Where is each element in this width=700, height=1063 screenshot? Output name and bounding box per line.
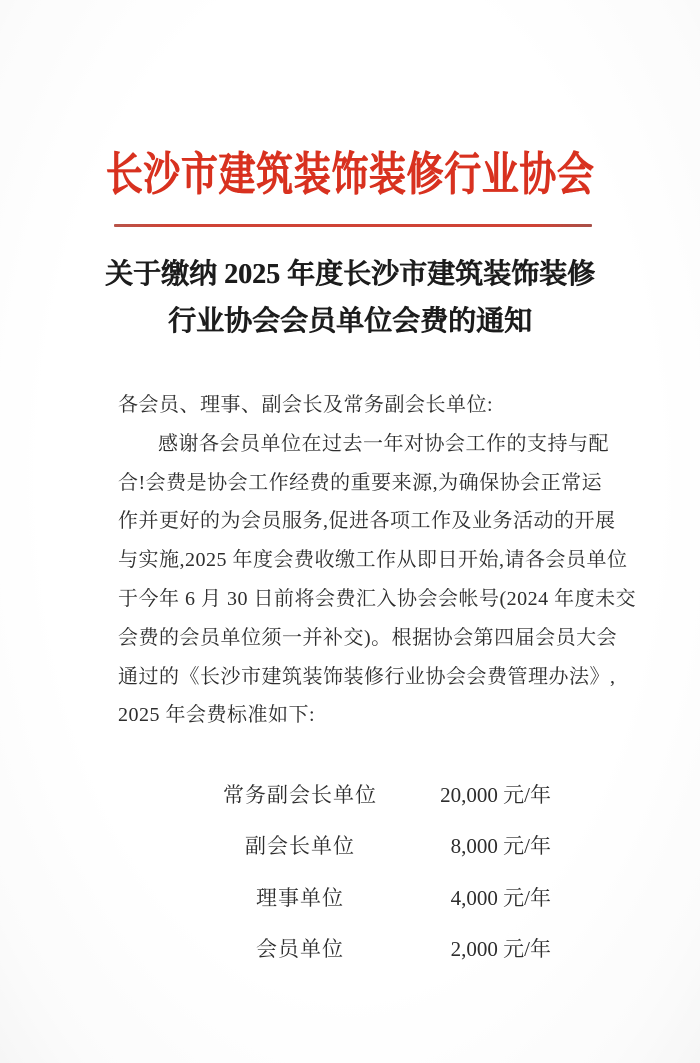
fee-row-label: 常务副会长单位	[223, 782, 377, 807]
notice-body	[118, 386, 637, 735]
fee-schedule	[118, 768, 592, 974]
body-line: 与实施,2025 年度会费收缴工作从即日开始,请各会员单位	[118, 549, 628, 572]
fee-row-amount: 8,000 元/年	[450, 834, 551, 859]
fee-row	[118, 923, 592, 975]
notice-title-line-1: 关于缴纳 2025 年度长沙市建筑装饰装修	[104, 259, 595, 290]
body-line: 合!会费是协会工作经费的重要来源,为确保协会正常运	[118, 471, 603, 494]
salutation-line: 各会员、理事、副会长及常务副会长单位:	[118, 394, 494, 416]
body-line: 作并更好的为会员服务,促进各项工作及业务活动的开展	[118, 510, 616, 533]
body-line: 通过的《长沙市建筑装饰装修行业协会会费管理办法》,	[118, 665, 616, 688]
fee-row-amount: 4,000 元/年	[450, 885, 551, 910]
body-line: 2025 年会费标准如下:	[118, 704, 316, 727]
notice-title	[40, 251, 660, 345]
fee-row-amount: 2,000 元/年	[450, 937, 551, 962]
fee-row	[118, 871, 592, 923]
body-line: 感谢各会员单位在过去一年对协会工作的支持与配	[158, 432, 609, 455]
body-line: 会费的会员单位须一并补交)。根据协会第四届会员大会	[118, 626, 618, 649]
notice-title-line-2: 行业协会会员单位会费的通知	[167, 306, 532, 337]
fee-row-label: 会员单位	[256, 937, 344, 962]
fee-row	[118, 768, 592, 820]
fee-row	[118, 820, 592, 872]
fee-row-label: 理事单位	[256, 885, 344, 910]
letterhead-divider-rule	[114, 224, 592, 227]
fee-row-amount: 20,000 元/年	[440, 782, 551, 807]
body-line: 于今年 6 月 30 日前将会费汇入协会会帐号(2024 年度未交	[118, 587, 637, 610]
fee-row-label: 副会长单位	[245, 834, 355, 859]
association-letterhead-title: 长沙市建筑装饰装修行业协会	[105, 149, 595, 200]
